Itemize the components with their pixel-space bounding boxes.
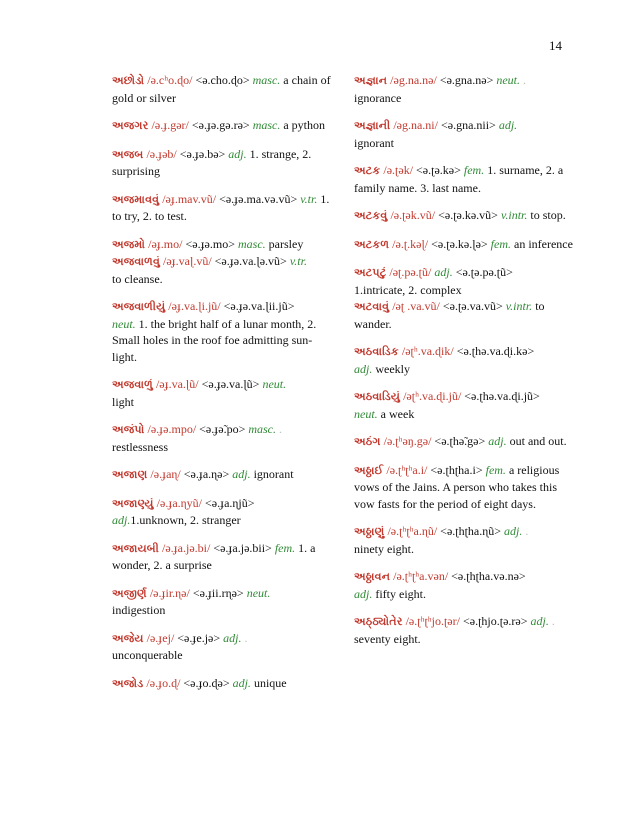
transliteration: <ə.ɟə.va.ɭə.vũ> [211,254,290,268]
phonemic: /ə.ʈʰʈʰjo.ʈər/ [402,614,460,628]
part-of-speech: masc. [238,236,266,251]
definition: fifty eight. [372,586,426,601]
definition: weekly [372,361,410,376]
definition: ignorance [354,90,402,105]
phonemic: /əɟ.mav.vũ/ [159,191,217,206]
entry [354,462,578,513]
part-of-speech: fem. [490,236,511,251]
phonemic: /ə.ʈ.kəɭ/ [389,236,429,251]
transliteration: <ə.ʈhə.va.ɖi.kə> [453,344,535,358]
definition: 1. a wonder, 2. a surprise [112,540,316,572]
part-of-speech: adj. [354,586,373,601]
headword: અજવાળું [112,379,153,391]
entry [354,568,578,602]
definition: a python [280,118,326,132]
phonemic: /ə.ɟa.jə.bi/ [159,540,211,555]
phonemic: /əɟ.va.ɭũ/ [152,377,199,391]
headword: અજોડ [112,677,144,690]
transliteration: <ə.ɟə.ma.və.vũ> [216,191,301,206]
transliteration: <ə.ɟə̃.po> [196,422,246,436]
transliteration: <ə.ʈhə̃.gə> [431,434,486,448]
entry [112,585,336,619]
entry [112,191,336,225]
transliteration: <ə.ʈhjo.ʈə.rə> [459,614,528,628]
headword: અજવાળીયું [112,301,166,313]
headword: અઠ્ઠ્યોતેર [354,616,403,628]
phonemic: /əɟ.vaɭ.vũ/ [160,254,212,268]
transliteration: <ə.ɟə.gə.rə> [188,118,250,132]
part-of-speech: neut. [354,406,378,421]
part-of-speech: neut. [496,73,521,87]
phonemic: /ə.ɟə.mpo/ [144,422,197,436]
part-of-speech: adj. [232,675,251,690]
part-of-speech: neut. [262,377,287,391]
headword: અઠ્ઠાવન [354,571,391,583]
part-of-speech: v.intr. [505,299,533,313]
phonemic: /əg.na.nə/ [387,73,437,87]
transliteration: <ə.ɟe.jə> [174,630,221,645]
transliteration: <ə.ʈə.kə.vũ> [435,208,501,222]
transliteration: <ə.ʈə.pə.ʈũ> [452,265,513,279]
part-of-speech: neut. [112,316,136,331]
phonemic: /əʈʰ.va.ɖik/ [398,344,454,358]
headword: અટક [354,165,381,177]
definition: to stop. [527,208,566,222]
part-of-speech: fem. [485,462,506,477]
part-of-speech: adj. [223,630,242,645]
entry [112,495,336,529]
definition: ignorant [354,135,394,150]
definition: indigestion [112,603,166,617]
headword: અઠ્ઠાઈ [354,464,384,477]
entry [354,264,578,298]
transliteration: <ə.ʈə.kə.ɭə> [428,236,488,251]
definition: to cleanse. [112,271,163,286]
definition: 1. strange, 2. surprising [112,146,312,178]
transliteration: <ə.ʈhʈha.i> [427,462,483,477]
entry [112,466,336,484]
entry: અઠ્ઠાણું /ə.ʈʰʈʰa.ɳũ/ <ə.ʈhʈha.ɳũ> adj. . ninety eight. [354,524,529,556]
headword: અઠ્ઠાણું [354,526,385,538]
entry [354,343,578,377]
transliteration: <ə.ʈhʈha.və.nə> [448,569,526,583]
headword: અટકળ [354,238,390,251]
transliteration: <ə.ɟa.jə.bii> [210,540,272,555]
definition: seventy eight. [354,631,421,646]
transliteration: <ə.ʈə.va.vũ> [439,299,503,313]
phonemic: /ə.ɟo.ɖ/ [143,675,181,690]
headword: અજગર [112,120,149,132]
transliteration: <ə.cho.ɖo> [192,73,250,87]
part-of-speech: masc. [248,422,277,436]
phonemic: /əɟ.mo/ [145,236,183,251]
phonemic: /ə.ʈək.vũ/ [387,208,436,222]
phonemic: /əʈ .va.vũ/ [389,299,440,313]
entry: અજેય /ə.ɟej/ <ə.ɟe.jə> adj. . unconquerable [112,630,248,662]
entry [112,146,336,180]
part-of-speech: adj. [228,146,247,161]
part-of-speech: masc. [252,118,281,132]
headword: અજમાવવું [112,193,160,206]
entry: અજંપો /ə.ɟə.mpo/ <ə.ɟə̃.po> masc. . restlessness [112,422,283,454]
definition: ignorant [250,467,294,481]
part-of-speech: adj. [112,513,131,527]
headword: અઠવાડિયું [354,391,401,403]
left-column [112,72,336,692]
entry: અઠ્ઠ્યોતેર /ə.ʈʰʈʰjo.ʈər/ <ə.ʈhjo.ʈə.rə> adj. . seventy eight. [354,614,555,646]
definition: an inference [511,236,573,251]
definition: 1. the bright half of a lunar month, 2. Small holes in the roof foe admitting sun-light. [112,316,317,364]
headword: અજ્ઞાન [354,75,388,87]
transliteration: <ə.gna.nii> [437,118,496,132]
definition: out and out. [506,434,567,448]
entry [354,388,578,422]
definition: restlessness [112,439,168,454]
entry [354,433,578,451]
entry [354,117,578,151]
definition: a chain of gold or silver [112,73,331,105]
definition: parsley [265,236,304,251]
headword: અજ્ઞાની [354,120,391,132]
part-of-speech: v.tr. [289,254,307,268]
headword: અજમો [112,238,146,251]
part-of-speech: adj. [530,614,549,628]
part-of-speech: v.tr. [300,191,318,206]
phonemic: /əʈʰ.va.ɖi.jũ/ [400,389,462,403]
transliteration: <ə.gna.nə> [436,73,494,87]
part-of-speech: masc. [252,73,281,87]
entry [112,72,336,106]
definition: to wander. [354,299,545,331]
phonemic: /ə.ʈʰʈʰa.ɳũ/ [384,524,438,538]
headword: અજંપો [112,424,145,436]
phonemic: /ə.ɟa.ɳyũ/ [153,495,202,510]
headword: અઠંગ [354,436,381,448]
phonemic: /ə.ɟəb/ [143,146,177,161]
entry [112,117,336,135]
transliteration: <ə.ɟə.bə> [176,146,226,161]
transliteration: <ə.ɟii.rɳə> [189,585,244,600]
part-of-speech: adj. [354,361,373,376]
part-of-speech: adj. [504,524,523,538]
transliteration: <ə.ɟa.ɳjũ> [201,495,255,510]
definition: a religious vows of the Jains. A person who takes this vow fasts for the period of eight days. [354,462,560,511]
entry [354,298,578,332]
entry [112,675,336,693]
headword: અજાણ્યું [112,497,154,510]
phonemic: /ə.ɟaɳ/ [147,467,181,481]
definition: unconquerable [112,648,183,662]
transliteration: <ə.ʈə.kə> [413,163,461,177]
definition: light [112,394,135,409]
headword: અટપટું [354,267,387,279]
entry [112,253,336,287]
headword: અટકવું [354,210,388,222]
phonemic: /ə.ʈʰəŋ.gə/ [380,434,432,448]
phonemic: /əg.na.ni/ [390,118,438,132]
entry [354,236,578,254]
part-of-speech: adj. [498,118,518,132]
headword: અજીર્ણ [112,587,147,600]
phonemic: /ə.ʈʰʈʰa.i/ [383,462,428,477]
definition: 1. surname, 2. a family name. 3. last name. [354,163,564,195]
transliteration: <ə.ɟo.ɖə> [180,675,230,690]
entry [112,540,336,574]
phonemic: /ə.ɟej/ [143,630,175,645]
headword: અજવાળવું [112,256,160,268]
phonemic: /ə.cʰo.ɖo/ [144,73,193,87]
page-number: 14 [549,38,562,53]
entry [112,236,336,254]
phonemic: /əʈ.pə.ʈũ/ [386,265,432,279]
transliteration: <ə.ɟa.ɳə> [180,467,230,481]
phonemic: /ə.ɟir.ɳə/ [146,585,190,600]
phonemic: /ə.ʈʰʈʰa.vən/ [390,569,449,583]
entry [112,376,336,410]
entry [354,162,578,196]
definition: a week [377,406,415,421]
headword: અજબ [112,148,144,161]
part-of-speech: neut. [246,585,271,600]
part-of-speech: v.intr. [500,208,528,222]
definition: ninety eight. [354,541,414,556]
headword: અઠવાડિક [354,346,399,358]
transliteration: <ə.ɟə.va.ɭii.jũ> [220,299,295,313]
transliteration: <ə.ɟə.va.ɭũ> [198,377,260,391]
entry: અજ્ઞાન /əg.na.nə/ <ə.gna.nə> neut. . ignorance [354,73,527,105]
headword: અજેય [112,632,144,645]
headword: અટવાવું [354,301,390,313]
part-of-speech: adj. [434,265,453,279]
part-of-speech: adj. [232,467,251,481]
transliteration: <ə.ʈhʈha.ɳũ> [437,524,502,538]
part-of-speech: adj. [488,434,507,448]
transliteration: <ə.ɟə.mo> [182,236,235,251]
entry [354,207,578,225]
phonemic: /ə.ʈək/ [380,163,414,177]
phonemic: /ə.ɟ.gər/ [148,118,189,132]
part-of-speech: fem. [463,163,485,177]
transliteration: <ə.ʈhə.va.ɖi.jũ> [461,389,540,403]
phonemic: /əɟ.va.ɭi.jũ/ [165,299,221,313]
definition: 1.intricate, 2. complex [354,282,462,297]
headword: અછોડો [112,75,145,87]
definition: 1. to try, 2. to test. [112,191,330,223]
headword: અજાણ [112,469,148,481]
definition: 1.unknown, 2. stranger [130,513,241,527]
right-column [354,72,578,647]
definition: unique [250,675,287,690]
entry [112,298,336,365]
headword: અજાયબી [112,542,159,555]
part-of-speech: fem. [274,540,296,555]
